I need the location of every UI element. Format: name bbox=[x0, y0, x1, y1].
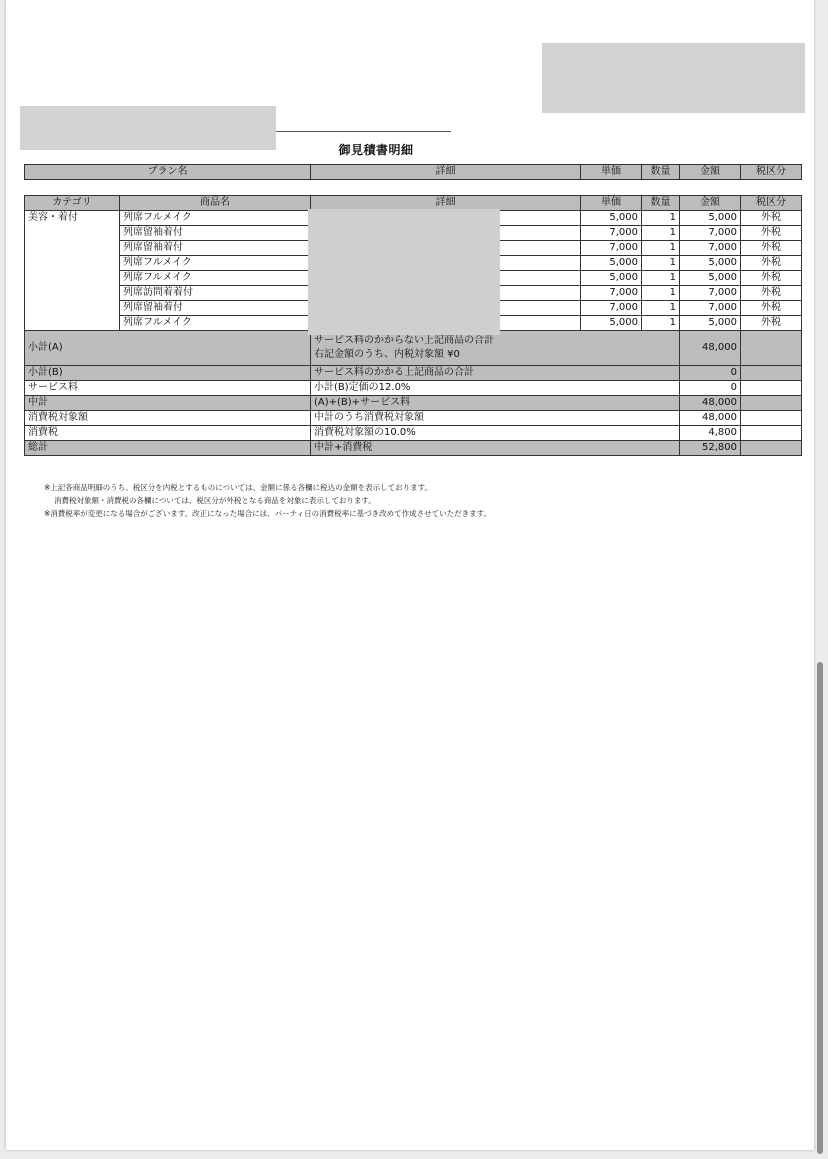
product-name: 列席フルメイク bbox=[120, 271, 311, 286]
unit-price: 7,000 bbox=[581, 241, 642, 256]
subtotal-a-detail-line-1: サービス料のかからない上記商品の合計 bbox=[314, 335, 494, 346]
subtotal-b-amount: 0 bbox=[680, 366, 741, 381]
footnotes bbox=[44, 481, 491, 520]
service-fee-detail: 小計(B)定価の12.0% bbox=[311, 381, 680, 396]
subtotal-b-row bbox=[25, 366, 802, 381]
header-quantity: 数量 bbox=[642, 165, 680, 180]
middle-total-amount: 48,000 bbox=[680, 396, 741, 411]
quantity: 1 bbox=[642, 316, 680, 331]
header-product-name: 商品名 bbox=[120, 196, 311, 211]
grand-total-detail: 中計+消費税 bbox=[311, 441, 680, 456]
middle-total-blank bbox=[741, 396, 802, 411]
redacted-block-left bbox=[20, 106, 276, 150]
middle-total-label: 中計 bbox=[25, 396, 311, 411]
subtotal-a-blank bbox=[741, 331, 802, 366]
plan-table bbox=[24, 164, 802, 180]
title-underline bbox=[276, 131, 451, 132]
consumption-tax-amount: 4,800 bbox=[680, 426, 741, 441]
header-plan-name: プラン名 bbox=[25, 165, 311, 180]
grand-total-row bbox=[25, 441, 802, 456]
tax-type: 外税 bbox=[741, 256, 802, 271]
middle-total-detail: (A)+(B)+サービス料 bbox=[311, 396, 680, 411]
consumption-tax-row bbox=[25, 426, 802, 441]
footnote-1: ※上記各商品明細のうち、税区分を内税とするものについては、金額に係る各欄に税込の金額を表示しております。 bbox=[44, 483, 433, 492]
taxable-amount-detail: 中計のうち消費税対象額 bbox=[311, 411, 680, 426]
subtotal-a-detail-line-2: 右記金額のうち、内税対象額 ¥0 bbox=[314, 349, 460, 360]
amount: 5,000 bbox=[680, 271, 741, 286]
header-category: カテゴリ bbox=[25, 196, 120, 211]
product-name: 列席留袖着付 bbox=[120, 226, 311, 241]
vertical-scrollbar[interactable] bbox=[817, 662, 823, 1154]
footnote-2: 消費税対象額・消費税の各欄については、税区分が外税となる商品を対象に表示しております。 bbox=[54, 496, 376, 505]
redacted-detail-column bbox=[308, 209, 500, 335]
header-unit-price: 単価 bbox=[581, 196, 642, 211]
amount: 7,000 bbox=[680, 286, 741, 301]
amount: 7,000 bbox=[680, 301, 741, 316]
service-fee-amount: 0 bbox=[680, 381, 741, 396]
header-detail: 詳細 bbox=[311, 196, 581, 211]
service-fee-label: サービス料 bbox=[25, 381, 311, 396]
quantity: 1 bbox=[642, 271, 680, 286]
product-name: 列席留袖着付 bbox=[120, 301, 311, 316]
header-tax-type: 税区分 bbox=[741, 196, 802, 211]
header-amount: 金額 bbox=[680, 196, 741, 211]
unit-price: 5,000 bbox=[581, 256, 642, 271]
document-title: 御見積書明細 bbox=[338, 143, 414, 157]
unit-price: 5,000 bbox=[581, 211, 642, 226]
subtotal-a-detail bbox=[311, 331, 680, 366]
unit-price: 7,000 bbox=[581, 226, 642, 241]
subtotal-b-blank bbox=[741, 366, 802, 381]
subtotal-b-detail: サービス料のかかる上記商品の合計 bbox=[311, 366, 680, 381]
tax-type: 外税 bbox=[741, 301, 802, 316]
subtotal-a-amount: 48,000 bbox=[680, 331, 741, 366]
quantity: 1 bbox=[642, 256, 680, 271]
unit-price: 5,000 bbox=[581, 271, 642, 286]
header-unit-price: 単価 bbox=[581, 165, 642, 180]
product-name: 列席フルメイク bbox=[120, 316, 311, 331]
amount: 7,000 bbox=[680, 241, 741, 256]
product-name: 列席訪問着着付 bbox=[120, 286, 311, 301]
consumption-tax-blank bbox=[741, 426, 802, 441]
header-quantity: 数量 bbox=[642, 196, 680, 211]
grand-total-label: 総計 bbox=[25, 441, 311, 456]
subtotal-a-label: 小計(A) bbox=[25, 331, 311, 366]
consumption-tax-label: 消費税 bbox=[25, 426, 311, 441]
unit-price: 5,000 bbox=[581, 316, 642, 331]
tax-type: 外税 bbox=[741, 316, 802, 331]
quantity: 1 bbox=[642, 241, 680, 256]
header-tax-type: 税区分 bbox=[741, 165, 802, 180]
tax-type: 外税 bbox=[741, 241, 802, 256]
taxable-amount-label: 消費税対象額 bbox=[25, 411, 311, 426]
grand-total-blank bbox=[741, 441, 802, 456]
category-cell: 美容・着付 bbox=[25, 211, 120, 331]
tax-type: 外税 bbox=[741, 226, 802, 241]
taxable-amount-amount: 48,000 bbox=[680, 411, 741, 426]
unit-price: 7,000 bbox=[581, 286, 642, 301]
header-detail: 詳細 bbox=[311, 165, 581, 180]
service-fee-row bbox=[25, 381, 802, 396]
tax-type: 外税 bbox=[741, 286, 802, 301]
unit-price: 7,000 bbox=[581, 301, 642, 316]
quantity: 1 bbox=[642, 226, 680, 241]
grand-total-amount: 52,800 bbox=[680, 441, 741, 456]
plan-table-header bbox=[25, 165, 802, 180]
redacted-block-top-right bbox=[542, 43, 805, 113]
amount: 5,000 bbox=[680, 256, 741, 271]
service-fee-blank bbox=[741, 381, 802, 396]
consumption-tax-detail: 消費税対象額の10.0% bbox=[311, 426, 680, 441]
tax-type: 外税 bbox=[741, 211, 802, 226]
quantity: 1 bbox=[642, 286, 680, 301]
middle-total-row bbox=[25, 396, 802, 411]
amount: 7,000 bbox=[680, 226, 741, 241]
product-name: 列席留袖着付 bbox=[120, 241, 311, 256]
subtotal-a-row bbox=[25, 331, 802, 366]
subtotal-b-label: 小計(B) bbox=[25, 366, 311, 381]
product-name: 列席フルメイク bbox=[120, 211, 311, 226]
amount: 5,000 bbox=[680, 316, 741, 331]
amount: 5,000 bbox=[680, 211, 741, 226]
taxable-amount-blank bbox=[741, 411, 802, 426]
tax-type: 外税 bbox=[741, 271, 802, 286]
taxable-amount-row bbox=[25, 411, 802, 426]
document-page bbox=[6, 0, 814, 1150]
footnote-3: ※消費税率が変更になる場合がございます。改正になった場合には、パーティ日の消費税率に基づき改めて作成させていただきます。 bbox=[44, 509, 491, 518]
header-amount: 金額 bbox=[680, 165, 741, 180]
quantity: 1 bbox=[642, 301, 680, 316]
product-name: 列席フルメイク bbox=[120, 256, 311, 271]
quantity: 1 bbox=[642, 211, 680, 226]
